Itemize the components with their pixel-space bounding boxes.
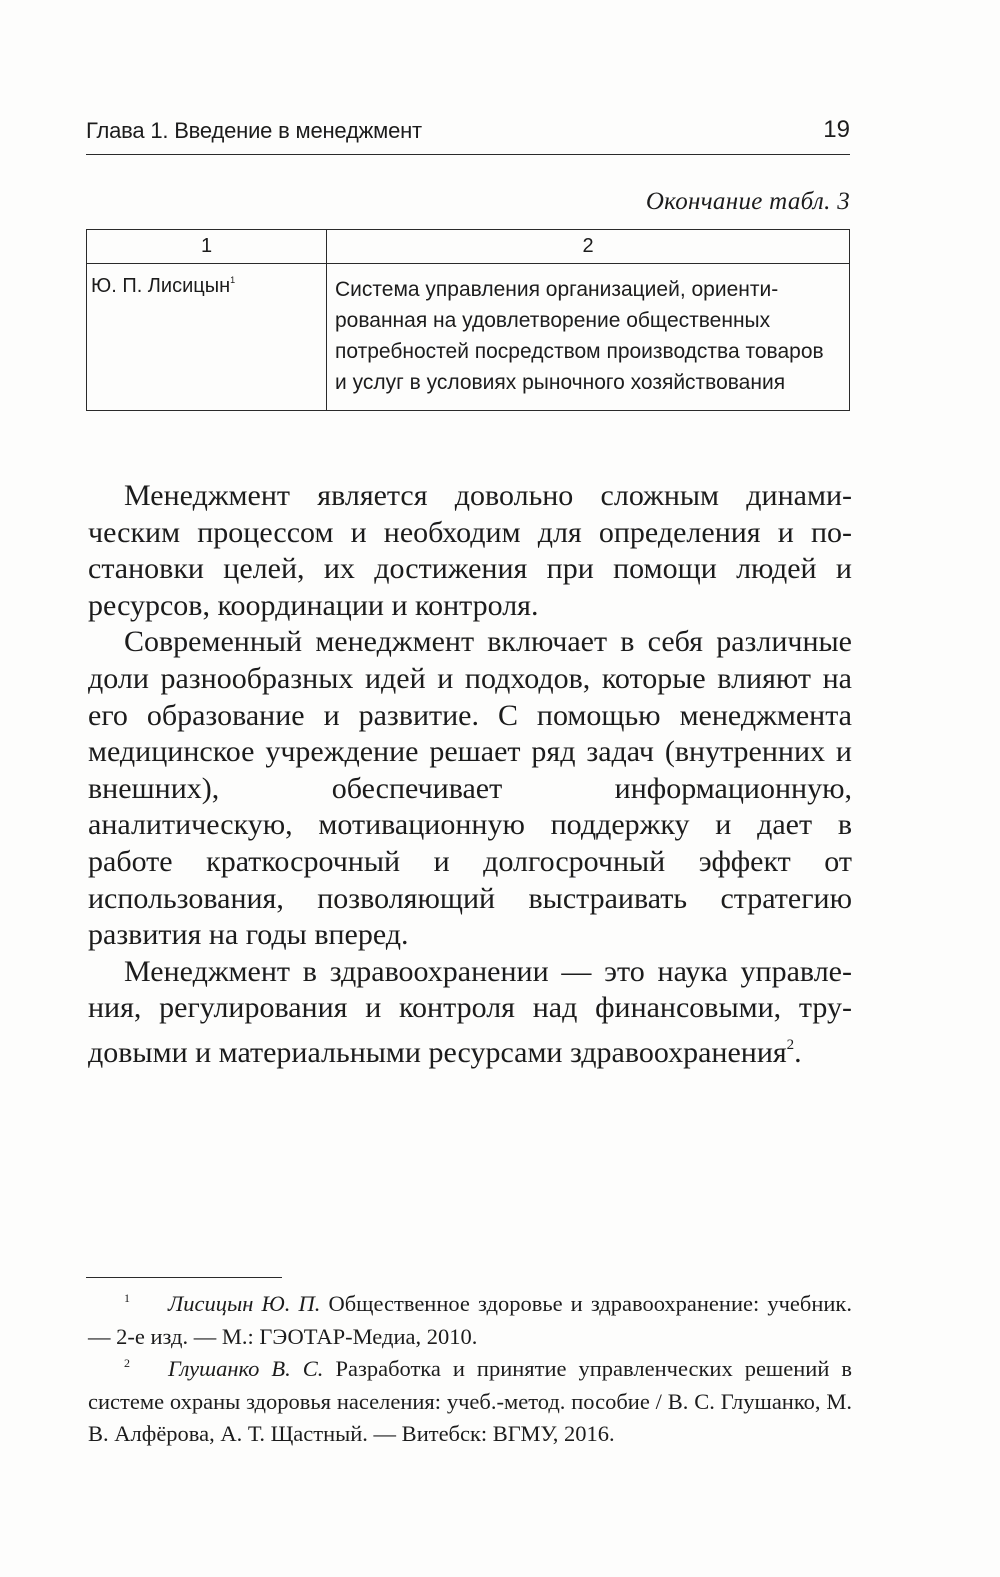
footnote: 1 Лисицын Ю. П. Общественное здоровье и здравоохранение: учебник. — 2-е изд. — М.: ГЭОТАР-Медиа, 2010. [88, 1291, 852, 1349]
page-number: 19 [823, 116, 850, 143]
running-header [86, 112, 850, 155]
paragraph: Современный менеджмент включает в себя различные доли разнообразных идей и подходов, которые влияют на его образование и развитие. С помощью менеджмента медицинское учреждение решает ряд задач (внутренних и внешних), обеспечивает информационную, аналитическую, мотивационную поддержку и дает в работе краткосрочный и долгосрочный эффект от использования, позволяющий выстраивать стратегию развития на годы вперед. [88, 625, 852, 952]
footnote-text: Общественное здоровье и здравоохранение: учебник. — 2-е изд. — М.: ГЭОТАР-Медиа, 2010. [88, 1291, 852, 1349]
table-caption: Окончание табл. 3 [645, 188, 850, 215]
paragraph [88, 954, 852, 1072]
column-header-1: 1 [87, 230, 327, 264]
table-header-row [87, 230, 850, 264]
footnote-ref: 1 [230, 275, 236, 285]
paragraph: Менеджмент является довольно сложным динамическим процессом и необходим для определения и постановки целей, их достижения при помощи людей и ресурсов, координации и контроля. [88, 479, 852, 622]
definition-cell: Система управления организацией, ориентированная на удовлетворение общественных потребностей посредством производства товаров и услуг в условиях рыночного хозяйствования [327, 264, 850, 411]
footnote-ref: 2 [786, 1036, 795, 1053]
table-row [87, 264, 850, 411]
footnote-text: Разработка и принятие управленческих решений в системе охраны здоровья населения: учеб.-метод. пособие / В. С. Глушанко, М. В. Алфёрова, А. Т. Щастный. — Витебск: ВГМУ, 2016. [88, 1356, 852, 1446]
body-text [88, 478, 852, 1072]
footnote: 2 Глушанко В. С. Разработка и принятие управленческих решений в системе охраны здоровья населения: учеб.-метод. пособие / В. С. Глушанко, М. В. Алфёрова, А. Т. Щастный. — Витебск: ВГМУ, 2016. [88, 1356, 852, 1446]
author-name: Ю. П. Лисицын [91, 275, 231, 297]
footnotes [88, 1288, 852, 1451]
paragraph-text: Менеджмент в здравоохранении — это наука управления, регулирования и контроля над финансовыми, трудовыми и материальными ресурсами здравоохранения [88, 954, 852, 1069]
paragraph-end: . [794, 1035, 802, 1069]
footnote-author: Глушанко В. С. [168, 1356, 324, 1381]
author-cell [87, 264, 327, 411]
definitions-table [86, 229, 850, 411]
footnote-author: Лисицын Ю. П. [168, 1291, 321, 1316]
chapter-title: Глава 1. Введение в менеджмент [86, 118, 422, 143]
column-header-2: 2 [327, 230, 850, 264]
footnote-divider [86, 1277, 282, 1278]
